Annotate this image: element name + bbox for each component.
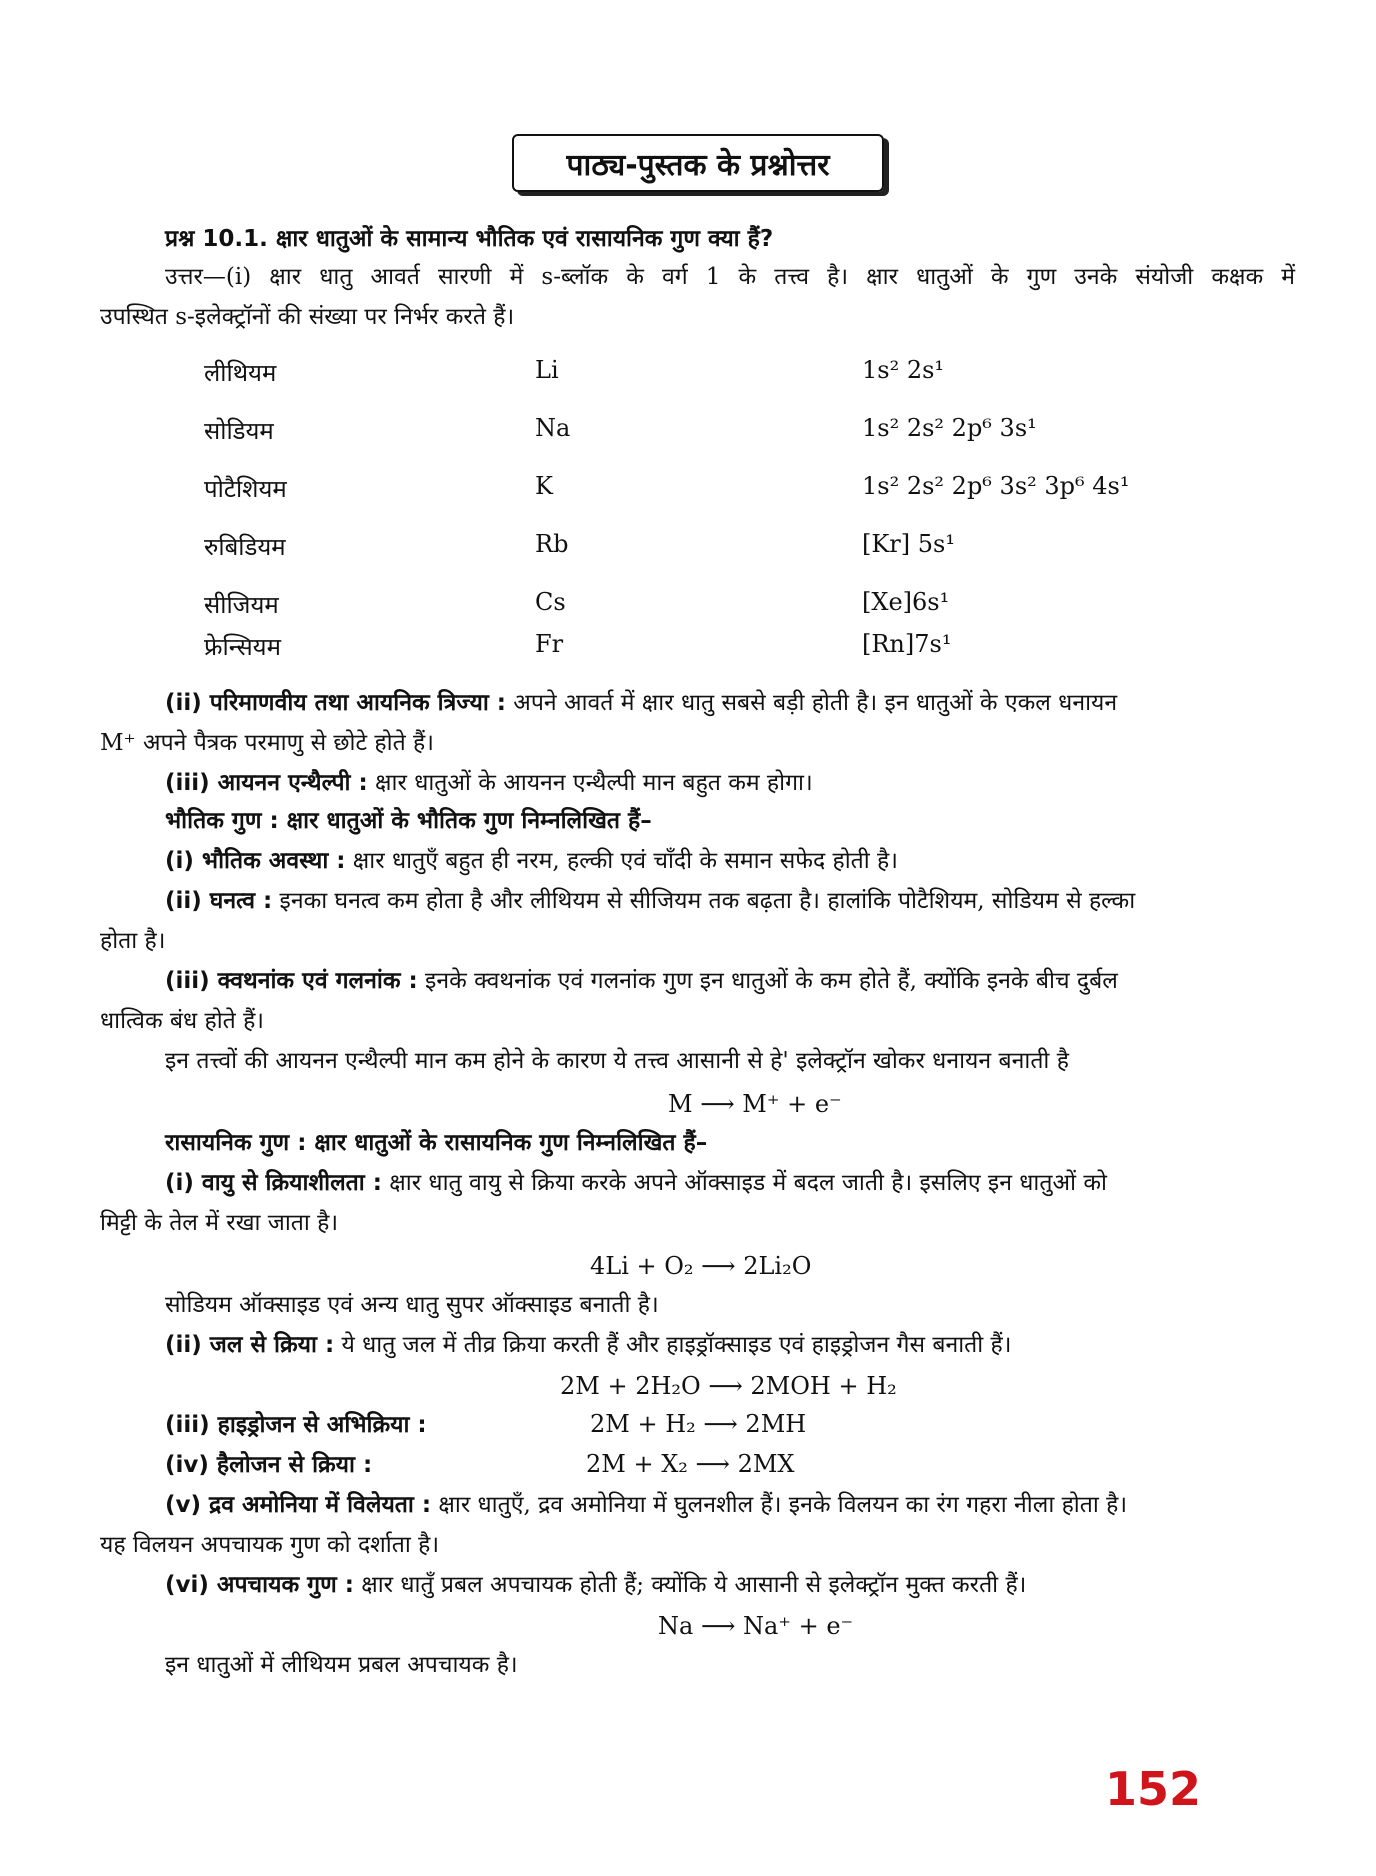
element-symbol: Li	[535, 356, 559, 384]
paragraph-label: (iii) क्वथनांक एवं गलनांक :	[165, 968, 418, 994]
table-row	[0, 530, 1376, 570]
air-reactivity-cont: मिट्टी के तेल में रखा जाता है।	[100, 1210, 339, 1236]
paragraph-label: (vi) अपचायक गुण :	[165, 1572, 354, 1598]
paragraph-text: क्षार धातुएँ, द्रव अमोनिया में घुलनशील हैं। इनके विलयन का रंग गहरा नीला होता है।	[431, 1492, 1128, 1518]
element-name: लीथियम	[204, 359, 277, 387]
lithium-text: इन धातुओं में लीथियम प्रबल अपचायक है।	[165, 1652, 518, 1678]
paragraph-label: (ii) घनत्व :	[165, 888, 273, 914]
element-config: 1s² 2s² 2p⁶ 3s¹	[862, 414, 1037, 442]
paragraph-text: क्षार धातुँ प्रबल अपचायक होती हैं; क्योंकि ये आसानी से इलेक्ट्रॉन मुक्त करती हैं।	[353, 1572, 1027, 1598]
element-name: सीजियम	[204, 591, 279, 619]
equation-lithium-oxide: 4Li + O₂ ⟶ 2Li₂O	[590, 1252, 812, 1280]
equation-ionization: M ⟶ M⁺ + e⁻	[668, 1090, 842, 1118]
element-config: [Kr] 5s¹	[862, 530, 955, 558]
paragraph-text: ये धातु जल में तीव्र क्रिया करती हैं और हाइड्रॉक्साइड एवं हाइड्रोजन गैस बनाती हैं।	[334, 1332, 1012, 1358]
element-config: 1s² 2s¹	[862, 356, 945, 384]
physical-state	[165, 846, 898, 876]
equation-hydrogen: 2M + H₂ ⟶ 2MH	[590, 1410, 807, 1438]
ammonia-solubility-cont: यह विलयन अपचायक गुण को दर्शाता है।	[100, 1532, 440, 1558]
equation-halogen: 2M + X₂ ⟶ 2MX	[586, 1450, 795, 1478]
question-heading: प्रश्न 10.1. क्षार धातुओं के सामान्य भौतिक एवं रासायनिक गुण क्या हैं?	[165, 226, 774, 252]
table-row	[0, 472, 1376, 512]
boiling-melting-cont: धात्विक बंध होते हैं।	[100, 1008, 265, 1034]
table-row	[0, 356, 1376, 396]
air-reactivity	[165, 1168, 1107, 1198]
sodium-oxide-text: सोडियम ऑक्साइड एवं अन्य धातु सुपर ऑक्साइड बनाती है।	[165, 1292, 659, 1318]
element-name: रुबिडियम	[204, 533, 286, 561]
reducing-property	[165, 1570, 1026, 1600]
hydrogen-reaction-label: (iii) हाइड्रोजन से अभिक्रिया :	[165, 1412, 427, 1438]
paragraph-text: क्षार धातु वायु से क्रिया करके अपने ऑक्साइड में बदल जाती है। इसलिए इन धातुओं को	[381, 1170, 1107, 1196]
water-reaction	[165, 1330, 1012, 1360]
paragraph-label: (i) भौतिक अवस्था :	[165, 848, 346, 874]
element-symbol: Fr	[535, 630, 564, 658]
paragraph-radius-cont: M⁺ अपने पैत्रक परमाणु से छोटे होते हैं।	[100, 730, 434, 756]
element-symbol: Cs	[535, 588, 566, 616]
paragraph-text: इनके क्वथनांक एवं गलनांक गुण इन धातुओं के कम होते हैं, क्योंकि इनके बीच दुर्बल	[417, 968, 1118, 994]
paragraph-label: (ii) जल से क्रिया :	[165, 1332, 335, 1358]
table-row	[0, 588, 1376, 628]
physical-properties-heading: भौतिक गुण : क्षार धातुओं के भौतिक गुण निम्नलिखित हैं–	[165, 808, 652, 834]
paragraph-label: (ii) परिमाणवीय तथा आयनिक त्रिज्या :	[165, 690, 506, 716]
chemical-properties-heading: रासायनिक गुण : क्षार धातुओं के रासायनिक गुण निम्नलिखित हैं–	[165, 1130, 708, 1156]
element-name: पोटैशियम	[204, 475, 287, 503]
paragraph-ionization	[165, 768, 813, 798]
equation-sodium: Na ⟶ Na⁺ + e⁻	[658, 1612, 854, 1640]
equation-water: 2M + 2H₂O ⟶ 2MOH + H₂	[560, 1372, 897, 1400]
table-row	[0, 414, 1376, 454]
density-cont: होता है।	[100, 928, 166, 954]
element-symbol: K	[535, 472, 553, 500]
ammonia-solubility	[165, 1490, 1127, 1520]
density	[165, 886, 1135, 916]
paragraph-text: क्षार धातुओं के आयनन एन्थैल्पी मान बहुत कम होगा।	[367, 770, 813, 796]
element-symbol: Na	[535, 414, 571, 442]
element-config: [Rn]7s¹	[862, 630, 952, 658]
halogen-reaction-label: (iv) हैलोजन से क्रिया :	[165, 1452, 373, 1478]
element-name: सोडियम	[204, 417, 274, 445]
paragraph-label: (iii) आयनन एन्थैल्पी :	[165, 770, 368, 796]
paragraph-label: (v) द्रव अमोनिया में विलेयता :	[165, 1492, 432, 1518]
element-config: 1s² 2s² 2p⁶ 3s² 3p⁶ 4s¹	[862, 472, 1130, 500]
section-title: पाठ्य-पुस्तक के प्रश्नोत्तर	[512, 134, 884, 192]
paragraph-radius	[165, 688, 1117, 718]
answer-intro-line1: उत्तर—(i) क्षार धातु आवर्त सारणी में s-ब्लॉक के वर्ग 1 के तत्त्व है। क्षार धातुओं के गुण उनके संयोजी कक्षक में	[165, 264, 1295, 290]
element-name: फ्रेन्सियम	[204, 633, 281, 661]
boiling-melting	[165, 966, 1118, 996]
answer-intro-line2: उपस्थित s-इलेक्ट्रॉनों की संख्या पर निर्भर करते हैं।	[100, 304, 515, 330]
paragraph-text: क्षार धातुएँ बहुत ही नरम, हल्की एवं चाँदी के समान सफेद होती है।	[345, 848, 898, 874]
table-row	[0, 630, 1376, 670]
paragraph-text: अपने आवर्त में क्षार धातु सबसे बड़ी होती है। इन धातुओं के एकल धनायन	[505, 690, 1118, 716]
paragraph-text: इनका घनत्व कम होता है और लीथियम से सीजियम तक बढ़ता है। हालांकि पोटैशियम, सोडियम से हल्का	[272, 888, 1136, 914]
paragraph-label: (i) वायु से क्रियाशीलता :	[165, 1170, 382, 1196]
element-symbol: Rb	[535, 530, 569, 558]
element-config: [Xe]6s¹	[862, 588, 950, 616]
ionization-text: इन तत्त्वों की आयनन एन्थैल्पी मान कम होने के कारण ये तत्त्व आसानी से हे' इलेक्ट्रॉन खोकर धनायन बनाती है	[165, 1048, 1069, 1074]
page-number: 152	[1105, 1762, 1202, 1816]
